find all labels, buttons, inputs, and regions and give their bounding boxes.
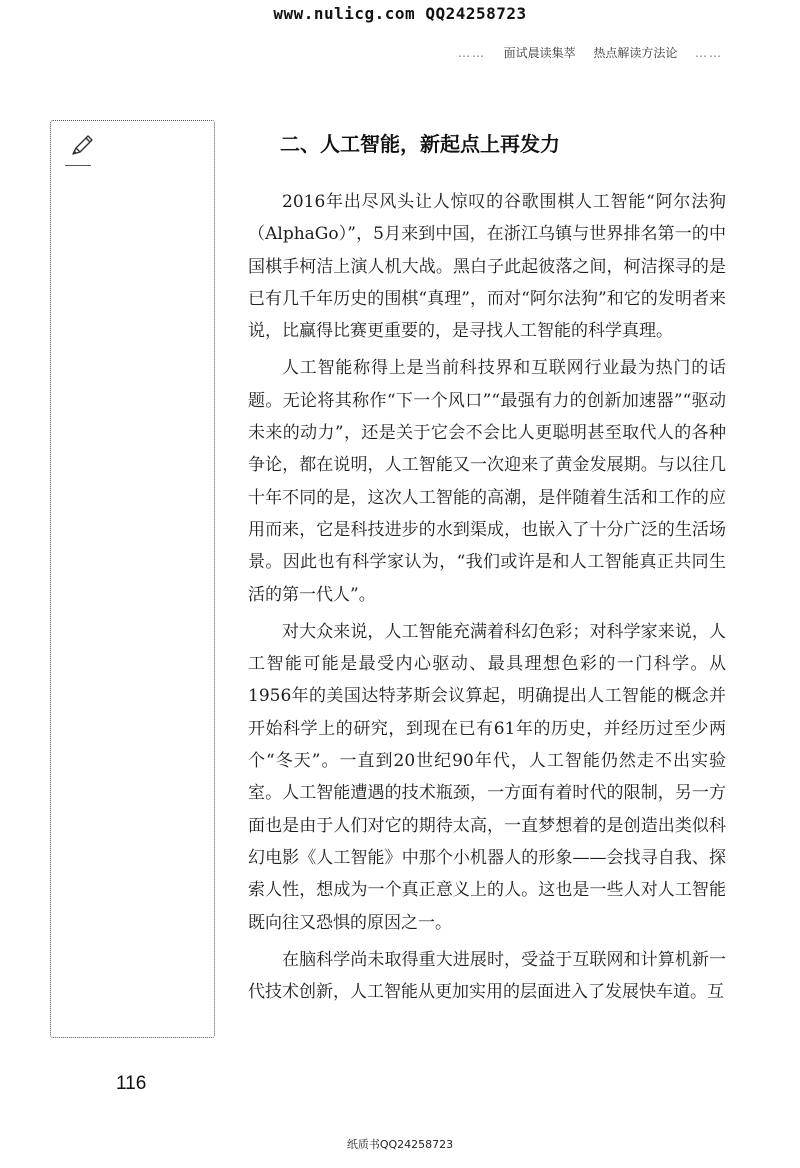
running-header [0,44,723,61]
pencil-underline [65,165,91,166]
paragraph-3: 对大众来说，人工智能充满着科幻色彩；对科学家来说，人工智能可能是最受内心驱动、最具理想色彩的一门科学。从1956年的美国达特茅斯会议算起，明确提出人工智能的概念并开始科学上的研究，到现在已有61年的历史，并经历过至少两个“冬天”。一直到20世纪90年代，人工智能仍然走不出实验室。人工智能遭遇的技术瓶颈，一方面有着时代的限制，另一方面也是由于人们对它的期待太高，一直梦想着的是创造出类似科幻电影《人工智能》中那个小机器人的形象——会找寻自我、探索人性，想成为一个真正意义上的人。这也是一些人对人工智能既向往又恐惧的原因之一。 [248,621,726,933]
pencil-icon [69,133,95,159]
watermark-bottom: 纸质书QQ24258723 [346,1138,454,1151]
watermark-top: www.nulicg.com QQ24258723 [273,4,527,23]
article-body [248,186,726,1013]
paragraph-4: 在脑科学尚未取得重大进展时，受益于互联网和计算机新一代技术创新，人工智能从更加实用的层面进入了发展快车道。互 [248,949,726,1003]
section-title: 二、人工智能，新起点上再发力 [280,132,560,156]
header-section-name: 热点解读方法论 [593,46,678,60]
header-book-title: 面试晨读集萃 [503,46,576,60]
margin-notes-box [50,120,215,1038]
header-dots-left: …… [458,46,486,60]
page-number: 116 [116,1073,147,1094]
header-dots-right: …… [695,46,723,60]
paragraph-2: 人工智能称得上是当前科技界和互联网行业最为热门的话题。无论将其称作“下一个风口”“最强有力的创新加速器”“驱动未来的动力”，还是关于它会不会比人更聪明甚至取代人的各种争论，都在说明，人工智能又一次迎来了黄金发展期。与以往几十年不同的是，这次人工智能的高潮，是伴随着生活和工作的应用而来，它是科技进步的水到渠成，也嵌入了十分广泛的生活场景。因此也有科学家认为，“我们或许是和人工智能真正共同生活的第一代人”。 [248,358,726,605]
paragraph-1: 2016年出尽风头让人惊叹的谷歌围棋人工智能“阿尔法狗（AlphaGo）”，5月来到中国，在浙江乌镇与世界排名第一的中国棋手柯洁上演人机大战。黑白子此起彼落之间，柯洁探寻的是已有几千年历史的围棋“真理”，而对“阿尔法狗”和它的发明者来说，比赢得比赛更重要的，是寻找人工智能的科学真理。 [248,192,726,342]
